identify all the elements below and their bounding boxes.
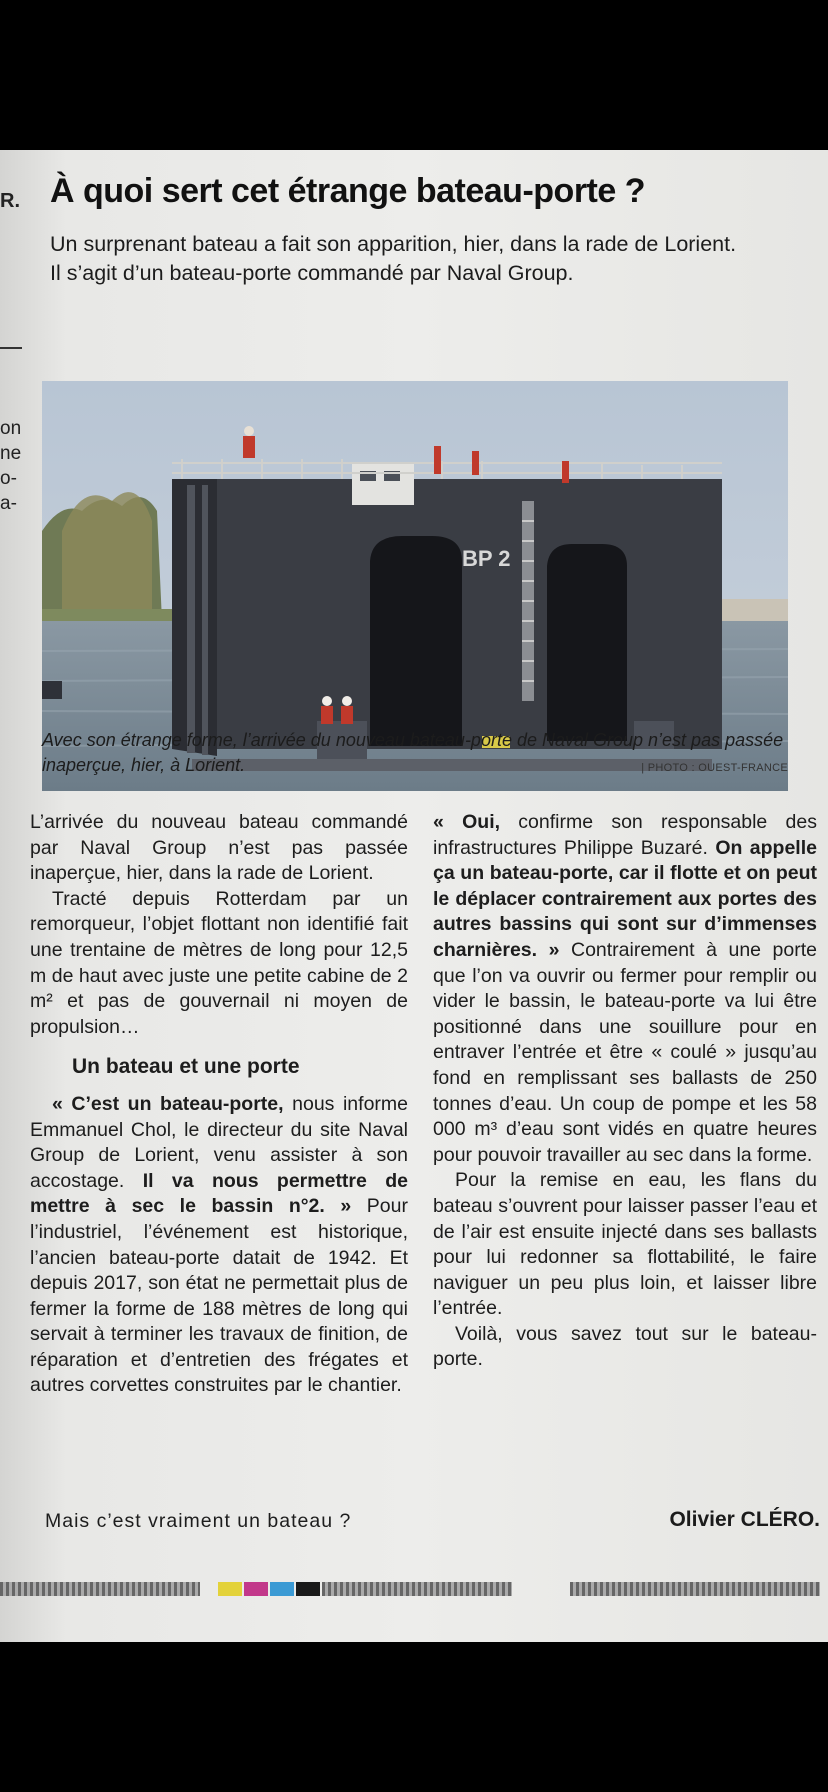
- trees: [62, 492, 152, 621]
- section-subhead: Un bateau et une porte: [72, 1055, 300, 1079]
- bollard: [562, 461, 569, 483]
- paragraph: Pour la remise en eau, les flans du bateau s’ouvrent pour laisser passer l’eau et de l’air est ensuite injecté dans ses ballasts pour lui redonner sa flottabilité, le faire naviguer un peu plus loin, et laisser libre l’entrée.: [433, 1169, 817, 1320]
- quote-bold: Il va nous permettre de mettre à sec le bassin n°2. »: [30, 1169, 408, 1218]
- hull-rib: [202, 485, 208, 755]
- previous-article-fragment: R.: [0, 190, 20, 212]
- article-column-right: [433, 810, 817, 1373]
- article-subtitle: Un surprenant bateau a fait son apparition, hier, dans la rade de Lorient. Il s’agit d’un bateau-porte commandé par Naval Group.: [50, 232, 737, 285]
- print-color-black: [296, 1582, 320, 1596]
- print-color-yellow: [218, 1582, 242, 1596]
- print-color-magenta: [244, 1582, 268, 1596]
- print-register-strip: [322, 1582, 512, 1596]
- print-register-strip: [0, 1582, 200, 1596]
- worker: [321, 696, 333, 724]
- print-color-cyan: [270, 1582, 294, 1596]
- quote-bold: « C’est un bateau-porte,: [52, 1092, 284, 1115]
- worker: [243, 426, 255, 458]
- newspaper-page: [0, 150, 828, 1642]
- article-title: À quoi sert cet étrange bateau-porte ?: [50, 172, 645, 210]
- worker: [341, 696, 353, 724]
- article-photo: [42, 300, 788, 872]
- column-rule: [0, 347, 22, 349]
- edge-text-fragment: o-: [0, 468, 17, 489]
- paragraph: Voilà, vous savez tout sur le bateau-porte.: [433, 1322, 817, 1371]
- edge-text-fragment: ne: [0, 443, 22, 464]
- paragraph-text: confirme son responsable des infrastructures Philippe Buzaré.: [433, 811, 817, 859]
- gate-opening: [370, 536, 462, 746]
- print-register-strip: [570, 1582, 820, 1596]
- small-boat: [42, 681, 62, 699]
- edge-text-fragment: on: [0, 418, 22, 439]
- paragraph: [433, 810, 817, 1168]
- paragraph: [30, 1092, 408, 1399]
- paragraph-text: Pour l’industriel, l’événement est historique, l’ancien bateau-porte datait de 1942. Et depuis 2017, son état ne permettait plus de fermer la forme de 188 mètres de long qui servait à terminer les travaux de finition, de réparation et d’entretien des frégates et autres corvettes construites par le chantier.: [30, 1195, 408, 1397]
- photo-caption: Avec son étrange forme, l’arrivée du nouveau bateau-porte de Naval Group n’est pas passée inaperçue, hier, à Lorient.: [42, 730, 784, 775]
- ship-marking: BP 2: [462, 546, 511, 571]
- paragraph: Tracté depuis Rotterdam par un remorqueur, l’objet flottant non identifié fait une trentaine de mètres de long pour 12,5 m de haut avec juste une petite cabine de 2 m² et pas de gouvernail ni moyen de propulsion…: [30, 887, 408, 1038]
- article-column-left: [30, 810, 408, 1399]
- shore-building: [712, 599, 788, 621]
- gate-opening: [547, 544, 627, 741]
- question-line: Mais c’est vraiment un bateau ?: [45, 1510, 352, 1532]
- author-byline: Olivier CLÉRO.: [669, 1508, 820, 1531]
- photo-credit: | PHOTO : OUEST-FRANCE: [641, 762, 788, 774]
- bollard: [434, 446, 441, 474]
- cabin: [352, 463, 414, 505]
- hull-rib: [187, 485, 195, 753]
- paragraph-text: nous informe Emmanuel Chol, le directeur du site Naval Group de Lorient, venu assister à son accostage.: [30, 1092, 408, 1192]
- quote-bold: On appelle ça un bateau-porte, car il flotte et on peut le déplacer contrairement aux portes des autres bassins qui sont sur d’immenses charnières. »: [433, 836, 817, 961]
- paragraph: L’arrivée du nouveau bateau commandé par Naval Group n’est pas passée inaperçue, hier, dans la rade de Lorient.: [30, 811, 408, 885]
- bollard: [472, 451, 479, 475]
- quote-bold: « Oui,: [433, 811, 501, 833]
- edge-text-fragment: a-: [0, 493, 17, 514]
- paragraph-text: Contrairement à une porte que l’on va ouvrir ou fermer pour remplir ou vider le bassin, le bateau-porte va lui être positionné dans une souillure pour en entraver l’entrée et être « coulé » jusqu’au fond en remplissant ses ballasts de 250 tonnes d’eau. Un coup de pompe et les 58 000 m³ d’eau sont vidés en quatre heures pour pouvoir travailler au sec dans la forme.: [433, 938, 817, 1166]
